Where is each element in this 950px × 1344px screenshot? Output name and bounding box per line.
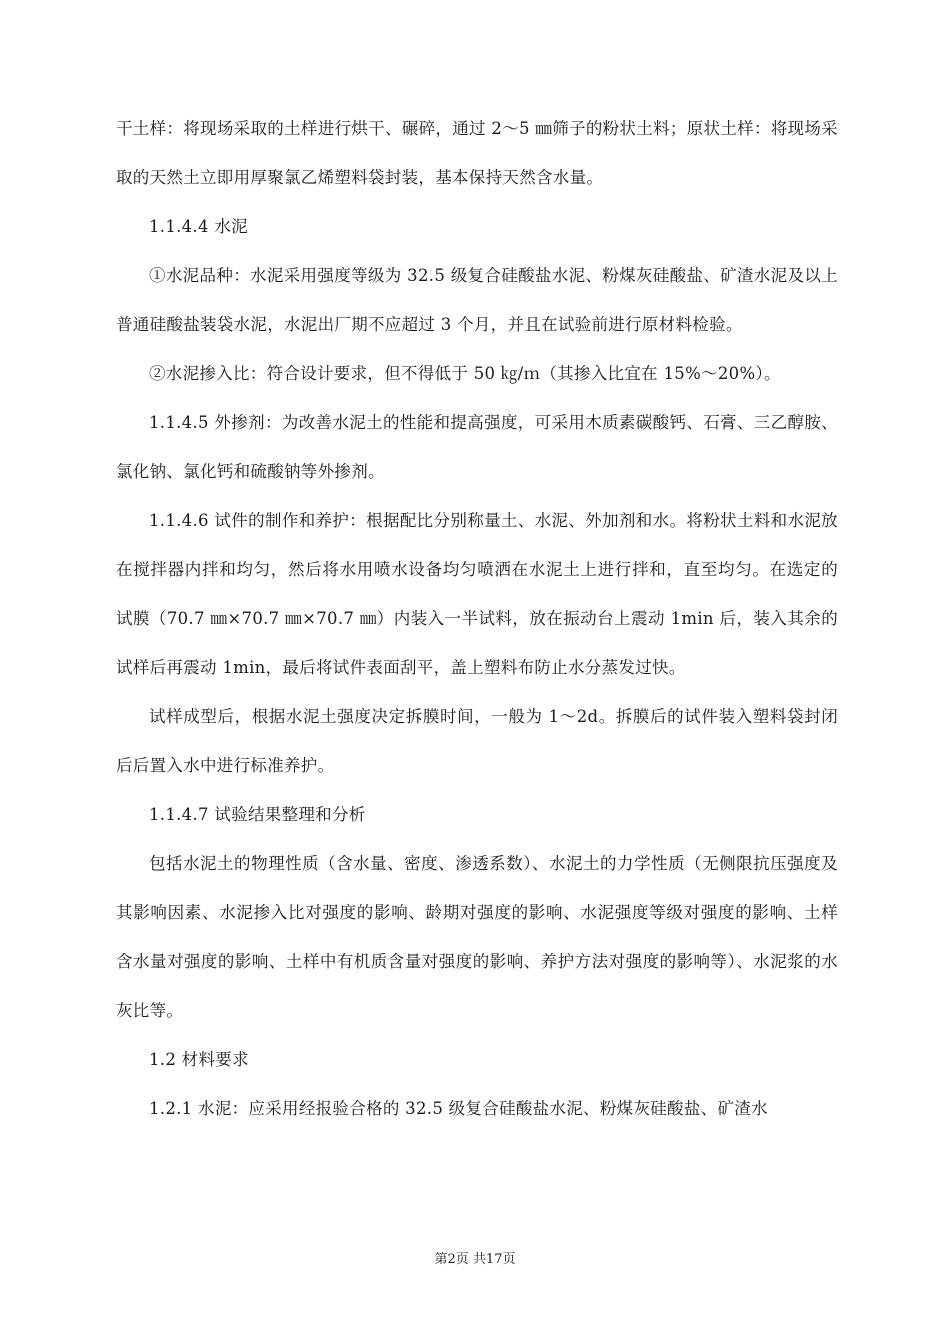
page-body xyxy=(116,104,838,1133)
paragraph-soil-sample: 干土样：将现场采取的土样进行烘干、碾碎，通过 2～5 ㎜筛子的粉状土料；原状土样：将现场采取的天然土立即用厚聚氯乙烯塑料袋封装，基本保持天然含水量。 xyxy=(116,119,838,187)
paragraph-specimen-prep: 1.1.4.6 试件的制作和养护：根据配比分别称量土、水泥、外加剂和水。将粉状土料和水泥放在搅拌器内拌和均匀，然后将水用喷水设备均匀喷洒在水泥土上进行拌和，直至均匀。在选定的试膜（70.7 ㎜×70.7 ㎜×70.7 ㎜）内装入一半试料，放在振动台上震动 1min 后，装入其余的试样后再震动 1min，最后将试件表面刮平，盖上塑料布防止水分蒸发过快。 xyxy=(116,511,838,677)
heading-material-requirements: 1.2 材料要求 xyxy=(149,1050,249,1069)
paragraph-cement-ratio: ②水泥掺入比：符合设计要求，但不得低于 50 ㎏/ｍ（其掺入比宜在 15%～20%）。 xyxy=(149,364,781,383)
paragraph-demold: 试样成型后，根据水泥土强度决定拆膜时间，一般为 1～2d。拆膜后的试件装入塑料袋封闭后后置入水中进行标准养护。 xyxy=(116,707,838,775)
heading-test-results: 1.1.4.7 试验结果整理和分析 xyxy=(149,805,366,824)
heading-cement: 1.1.4.4 水泥 xyxy=(149,217,248,236)
paragraph-results-content: 包括水泥土的物理性质（含水量、密度、渗透系数）、水泥土的力学性质（无侧限抗压强度及其影响因素、水泥掺入比对强度的影响、龄期对强度的影响、水泥强度等级对强度的影响、土样含水量对强度的影响、土样中有机质含量对强度的影响、养护方法对强度的影响等）、水泥浆的水灰比等。 xyxy=(116,854,838,1020)
paragraph-cement-requirement: 1.2.1 水泥：应采用经报验合格的 32.5 级复合硅酸盐水泥、粉煤灰硅酸盐、矿渣水 xyxy=(149,1099,768,1118)
paragraph-cement-type: ①水泥品种：水泥采用强度等级为 32.5 级复合硅酸盐水泥、粉煤灰硅酸盐、矿渣水泥及以上普通硅酸盐装袋水泥，水泥出厂期不应超过 3 个月，并且在试验前进行原材料检验。 xyxy=(116,266,838,334)
paragraph-admixture: 1.1.4.5 外掺剂：为改善水泥土的性能和提高强度，可采用木质素碳酸钙、石膏、三乙醇胺、氯化钠、氯化钙和硫酸钠等外掺剂。 xyxy=(116,413,838,481)
page-number-footer: 第2页 共17页 xyxy=(434,1252,516,1267)
